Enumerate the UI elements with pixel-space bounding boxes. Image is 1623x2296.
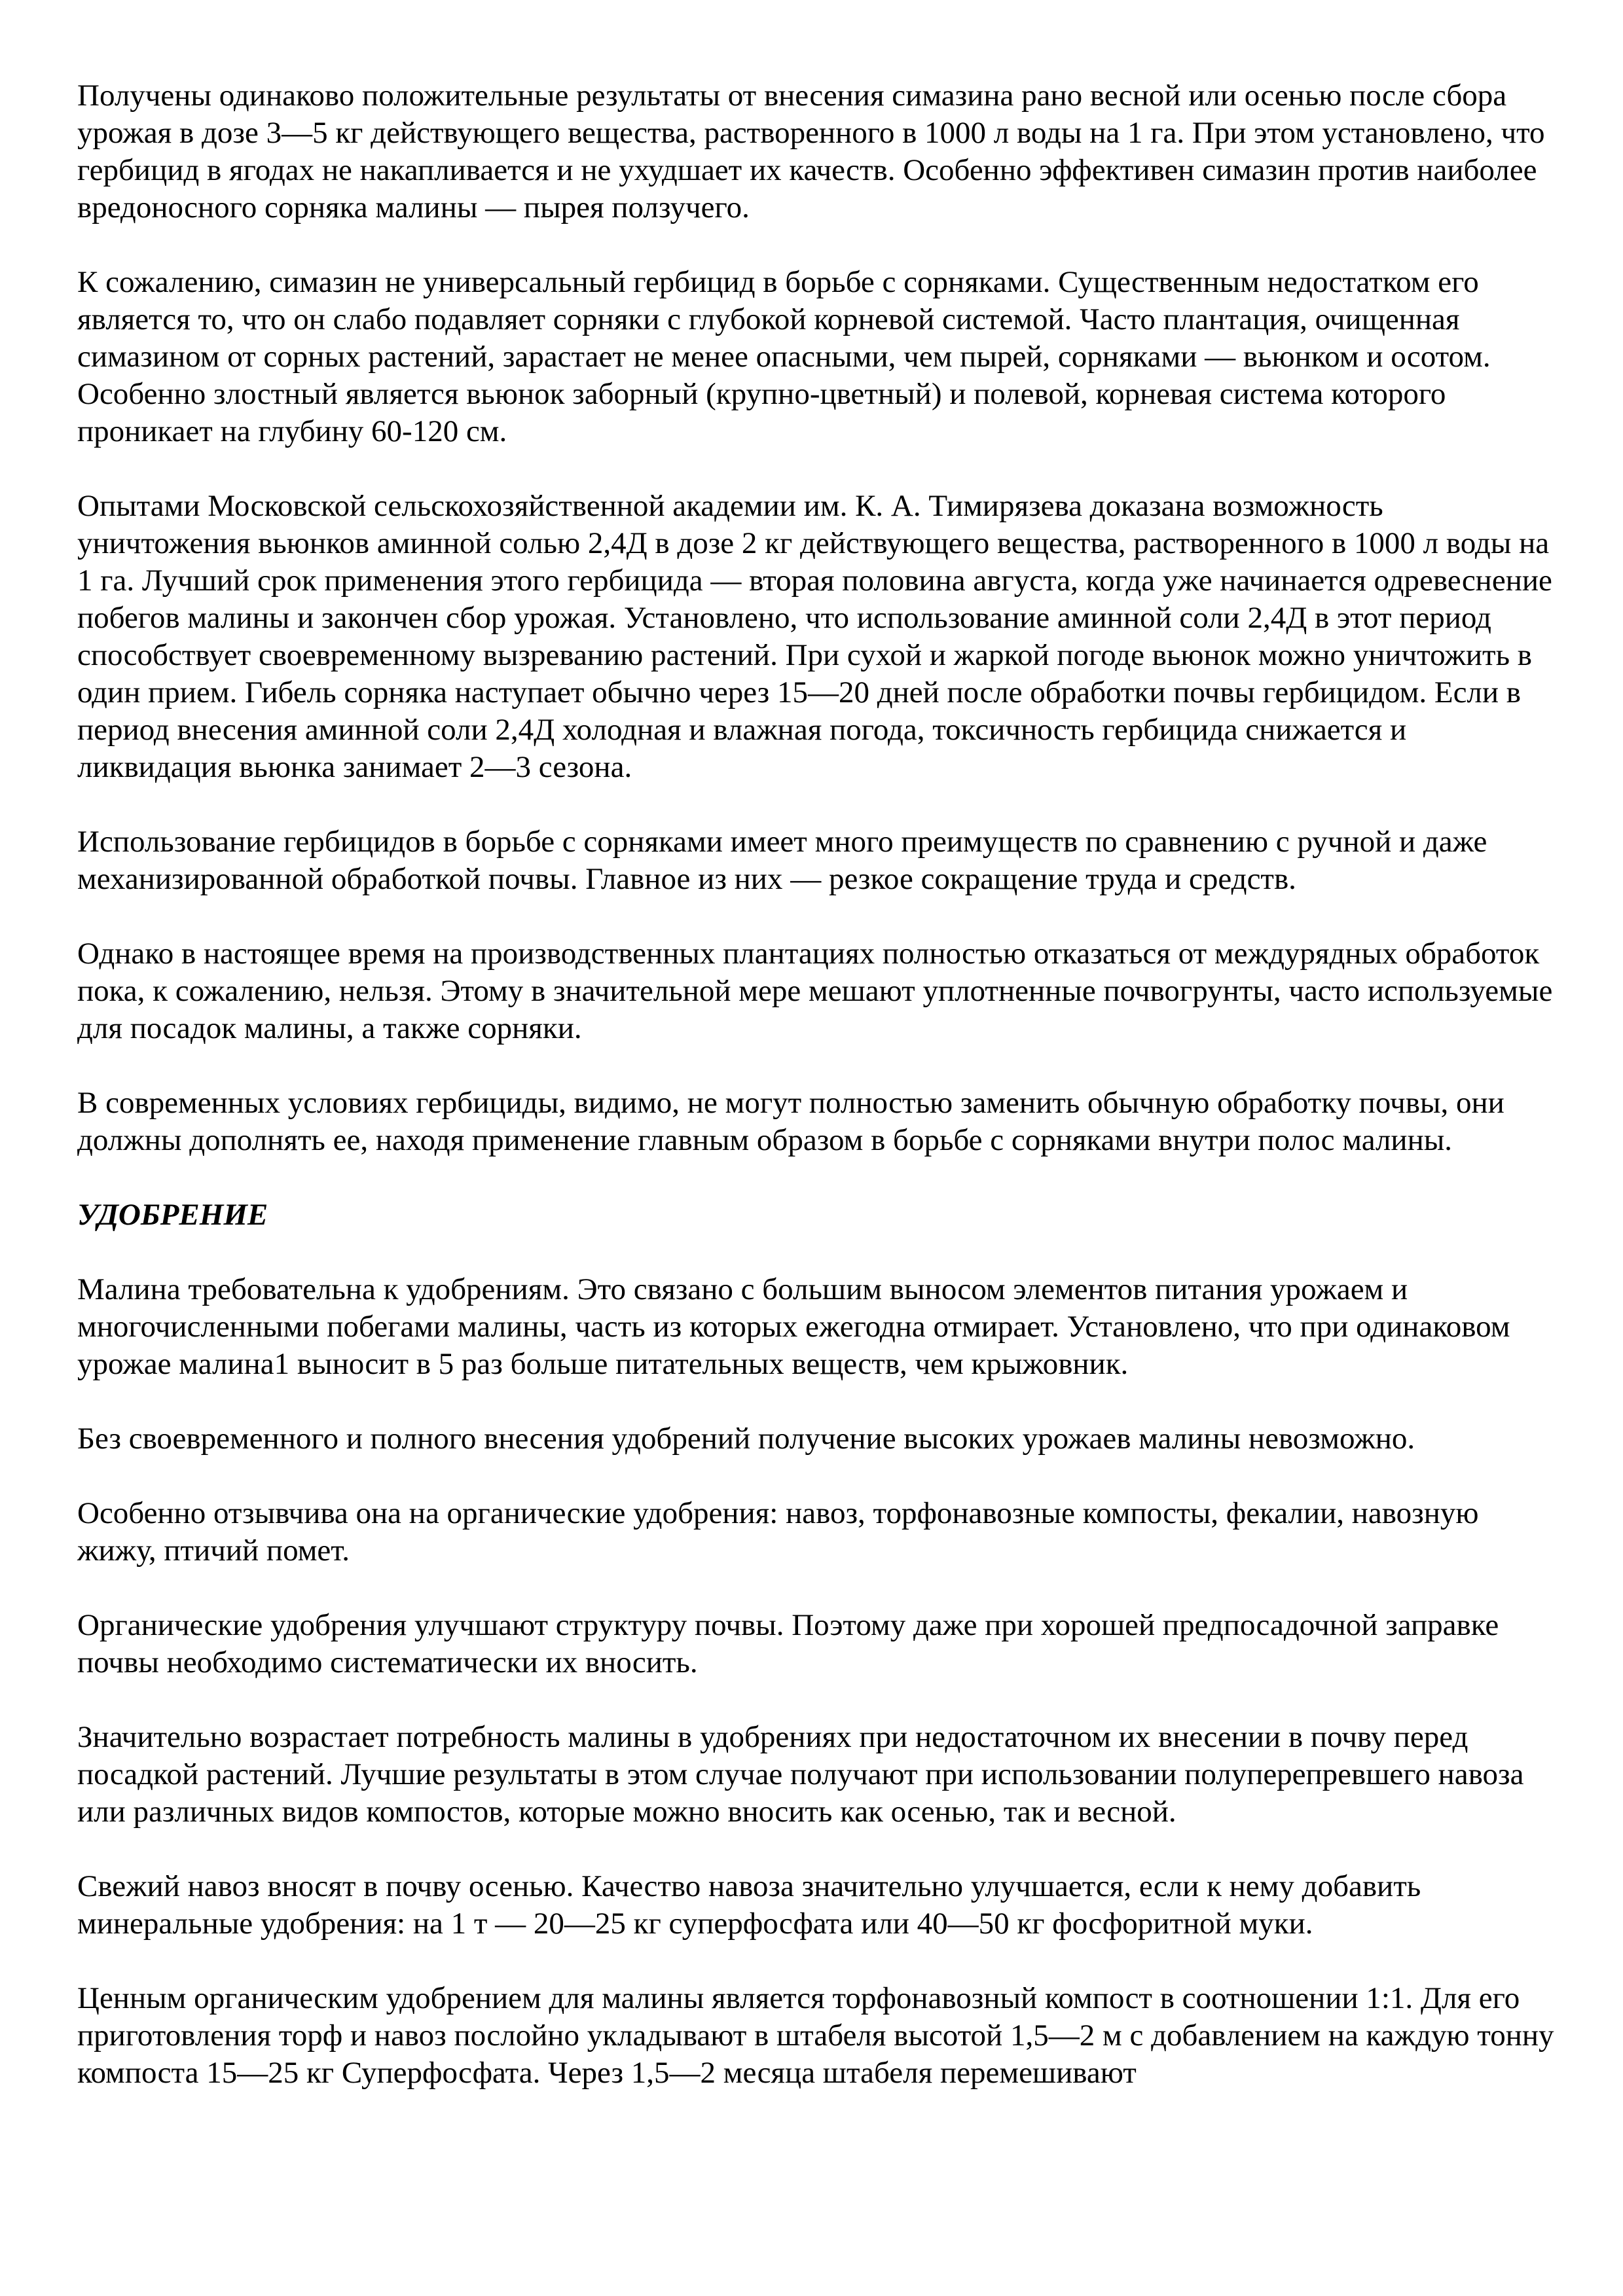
paragraph-interrow-cultivation: Однако в настоящее время на производственных плантациях полностью отказаться от междурядных обработок пока, к сожалению, нельзя. Этому в значительной мере мешают уплотненные почвогрунты, часто используемые для посадок малины, а также сорняки. xyxy=(77,937,1553,1045)
paragraph-timely-fertilization: Без своевременного и полного внесения удобрений получение высоких урожаев малины невозможно. xyxy=(77,1422,1415,1456)
paragraph-simazine-results: Получены одинаково положительные результаты от внесения симазина рано весной или осенью после сбора урожая в дозе 3—5 кг действующего вещества, растворенного в 1000 л воды на 1 га. При этом установлено, что гербицид в ягодах не накапливается и не ухудшает их качеств. Особенно эффективен симазин против наиболее вредоносного сорняка малины — пырея ползучего. xyxy=(77,79,1545,224)
paragraph-timiryazev-experiments: Опытами Московской сельскохозяйственной академии им. К. А. Тимирязева доказана возможность уничтожения вьюнков аминной солью 2,4Д в дозе 2 кг действующего вещества, растворенного в 1000 л воды на 1 га. Лучший срок применения этого гербицида — вторая половина августа, когда уже начинается одревеснение побегов малины и закончен сбор урожая. Установлено, что использование аминной соли 2,4Д в этот период способствует своевременному вызреванию растений. При сухой и жаркой погоде вьюнок можно уничтожить в один прием. Гибель сорняка наступает обычно через 15—20 дней после обработки почвы гербицидом. Если в период внесения аминной соли 2,4Д холодная и влажная погода, токсичность гербицида снижается и ликвидация вьюнка занимает 2—3 сезона. xyxy=(77,489,1552,784)
paragraph-soil-structure: Органические удобрения улучшают структуру почвы. Поэтому даже при хорошей предпосадочной заправке почвы необходимо систематически их вносить. xyxy=(77,1608,1499,1679)
paragraph-herbicides-complement: В современных условиях гербициды, видимо, не могут полностью заменить обычную обработку почвы, они должны дополнять ее, находя применение главным образом в борьбе с сорняками внутри полос малины. xyxy=(77,1086,1504,1157)
paragraph-organic-fertilizers: Особенно отзывчива она на органические удобрения: навоз, торфонавозные компосты, фекалии, навозную жижу, птичий помет. xyxy=(77,1496,1479,1568)
document-page xyxy=(77,77,1563,2129)
paragraph-peat-manure-compost: Ценным органическим удобрением для малины является торфонавозный компост в соотношении 1:1. Для его приготовления торф и навоз послойно укладывают в штабеля высотой 1,5—2 м с добавлением на каждую тонну компоста 15—25 кг Суперфосфата. Через 1,5—2 месяца штабеля перемешивают xyxy=(77,1981,1554,2090)
paragraph-raspberry-fertilizer-demand: Малина требовательна к удобрениям. Это связано с большим выносом элементов питания урожаем и многочисленными побегами малины, часть из которых ежегодна отмирает. Установлено, что при одинаковом урожае малина1 выносит в 5 раз больше питательных веществ, чем крыжовник. xyxy=(77,1272,1510,1381)
paragraph-fresh-manure: Свежий навоз вносят в почву осенью. Качество навоза значительно улучшается, если к нему добавить минеральные удобрения: на 1 т — 20—25 кг суперфосфата или 40—50 кг фосфоритной муки. xyxy=(77,1869,1421,1941)
paragraph-herbicide-advantages: Использование гербицидов в борьбе с сорняками имеет много преимуществ по сравнению с ручной и даже механизированной обработкой почвы. Главное из них — резкое сокращение труда и средств. xyxy=(77,825,1487,896)
paragraph-simazine-limitations: К сожалению, симазин не универсальный гербицид в борьбе с сорняками. Существенным недостатком его является то, что он слабо подавляет сорняки с глубокой корневой системой. Часто плантация, очищенная симазином от сорных растений, зарастает не менее опасными, чем пырей, сорняками — вьюнком и осотом. Особенно злостный является вьюнок заборный (крупно-цветный) и полевой, корневая система которого проникает на глубину 60-120 см. xyxy=(77,265,1491,448)
paragraph-compost-application: Значительно возрастает потребность малины в удобрениях при недостаточном их внесении в почву перед посадкой растений. Лучшие результаты в этом случае получают при использовании полуперепревшего навоза или различных видов компостов, которые можно вносить как осенью, так и весной. xyxy=(77,1720,1524,1829)
section-heading-fertilizer: УДОБРЕНИЕ xyxy=(77,1198,268,1232)
